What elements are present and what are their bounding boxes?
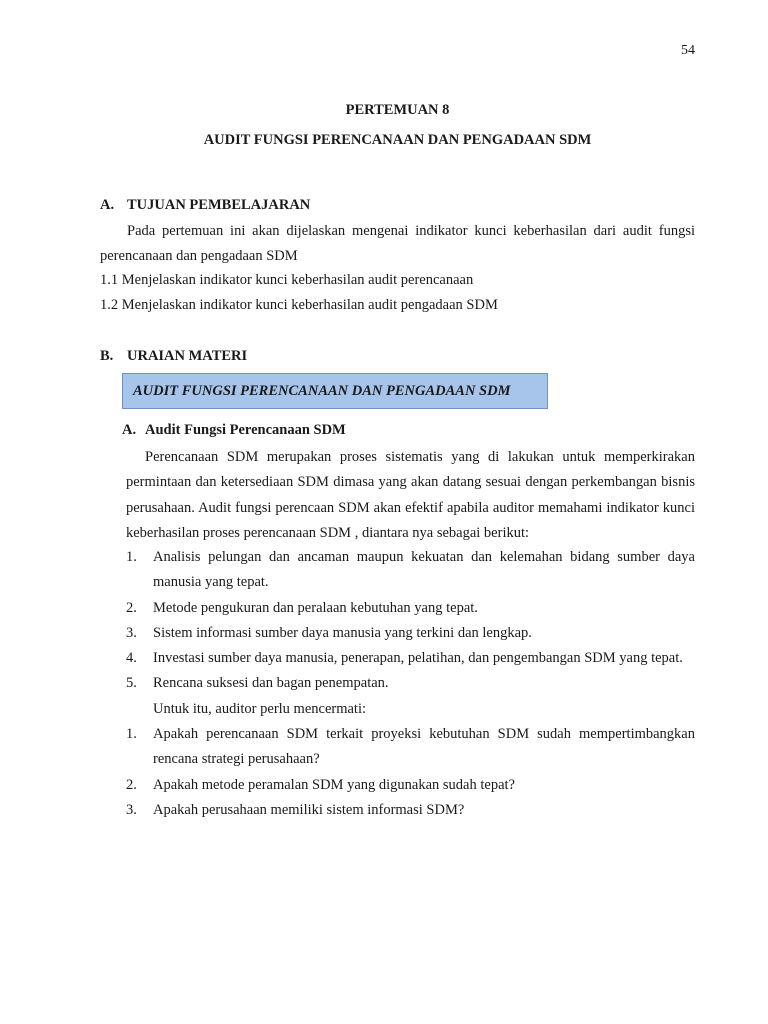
section-a-letter: A.: [100, 197, 115, 213]
list-item: [126, 646, 695, 671]
list-text: Apakah perencanaan SDM terkait proyeksi kebutuhan SDM sudah mempertimbangkan rencana strategi perusahaan?: [153, 726, 695, 768]
list-number: 1.: [126, 726, 137, 743]
list-number: 5.: [126, 675, 137, 692]
planning-paragraph: Perencanaan SDM merupakan proses sistematis yang di lakukan untuk memperkirakan permintaan dan ketersediaan SDM dimasa yang akan datang sesuai dengan perkembangan bisnis perusahaan. Audit fungsi perencaan SDM akan efektif apabila auditor memahami indikator kunci keberhasilan proses perencanaan SDM , diantara nya sebagai berikut:: [126, 449, 695, 541]
list-number: 2.: [126, 599, 137, 616]
list-text: Investasi sumber daya manusia, penerapan, pelatihan, dan pengembangan SDM yang tepat.: [153, 650, 683, 667]
list-text: Apakah metode peramalan SDM yang digunakan sudah tepat?: [153, 776, 515, 793]
topic-box: AUDIT FUNGSI PERENCANAAN DAN PENGADAAN SDM: [122, 373, 548, 409]
list-number: 3.: [126, 801, 137, 818]
list-item: [126, 545, 695, 596]
section-b-title: URAIAN MATERI: [127, 348, 248, 364]
objective-2: 1.2 Menjelaskan indikator kunci keberhasilan audit pengadaan SDM: [100, 297, 498, 313]
sub-heading-title: Audit Fungsi Perencanaan SDM: [145, 422, 346, 438]
section-a-intro: Pada pertemuan ini akan dijelaskan mengenai indikator kunci keberhasilan dari audit fungsi perencanaan dan pengadaan SDM: [100, 223, 695, 264]
objective-1: 1.1 Menjelaskan indikator kunci keberhasilan audit perencanaan: [100, 272, 474, 288]
list-item: [126, 773, 695, 798]
list-number: 1.: [126, 549, 137, 565]
section-b-heading: [100, 348, 247, 365]
title-line-1: PERTEMUAN 8: [345, 102, 450, 118]
indicator-list: [126, 545, 695, 823]
section-a-heading: [100, 197, 310, 214]
list-text: Apakah perusahaan memiliki sistem informasi SDM?: [153, 801, 465, 818]
list-text: Sistem informasi sumber daya manusia yang terkini dan lengkap.: [153, 624, 532, 641]
list-number: 2.: [126, 776, 137, 793]
page-title: [0, 95, 768, 155]
sub-heading: [122, 422, 346, 439]
list-item: [126, 671, 695, 696]
list-item: [126, 596, 695, 621]
list-text: Analisis pelungan dan ancaman maupun kekuatan dan kelemahan bidang sumber daya manusia yang tepat.: [153, 549, 695, 591]
page-number: 54: [681, 43, 695, 58]
list-item: [126, 798, 695, 823]
auditor-note: Untuk itu, auditor perlu mencermati:: [153, 700, 367, 717]
auditor-note-row: [126, 697, 695, 722]
list-text: Metode pengukuran dan peralaan kebutuhan yang tepat.: [153, 599, 478, 616]
title-line-2: AUDIT FUNGSI PERENCANAAN DAN PENGADAAN SDM: [203, 132, 592, 148]
sub-heading-letter: A.: [122, 422, 137, 438]
list-number: 3.: [126, 624, 137, 641]
section-a-title: TUJUAN PEMBELAJARAN: [127, 197, 311, 213]
list-item: [126, 722, 695, 773]
list-text: Rencana suksesi dan bagan penempatan.: [153, 675, 389, 692]
section-b-letter: B.: [100, 348, 114, 364]
list-item: [126, 621, 695, 646]
list-number: 4.: [126, 650, 137, 667]
